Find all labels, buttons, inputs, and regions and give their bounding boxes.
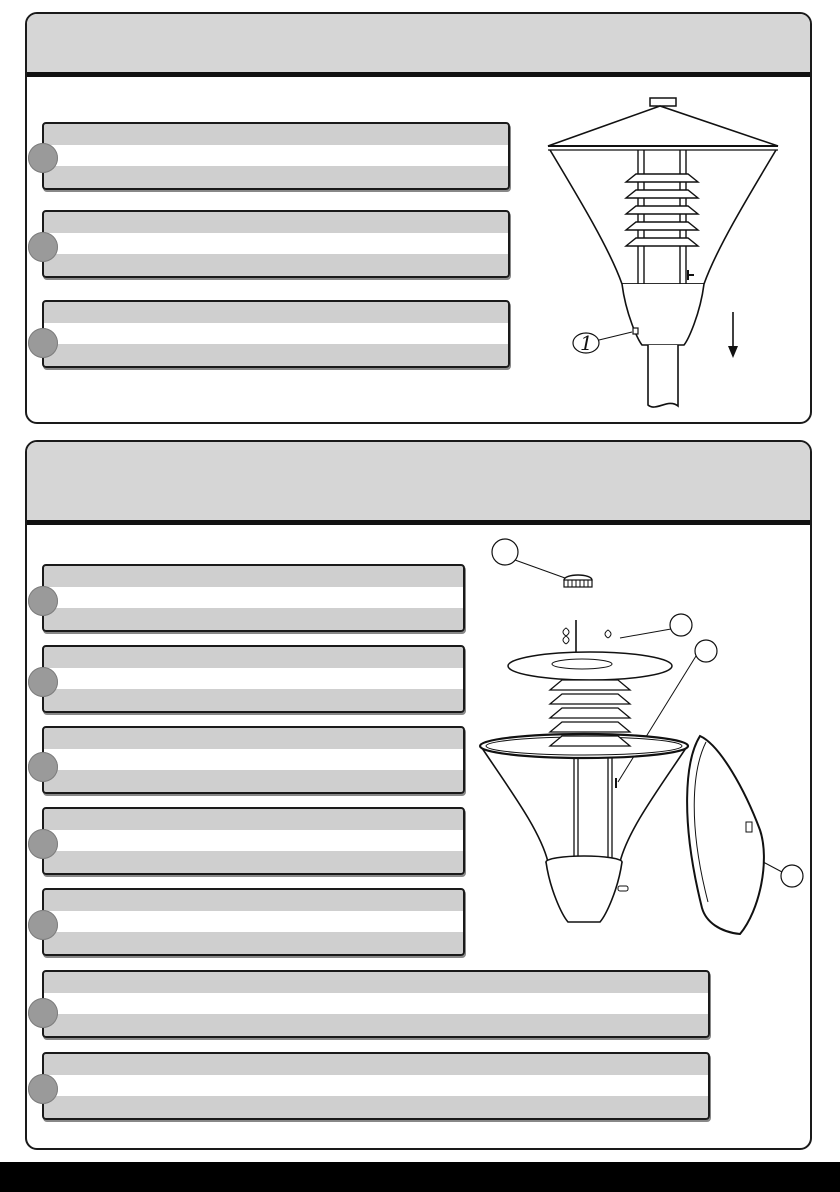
section-2-step-1	[42, 564, 465, 632]
section-2-step-5-marker	[28, 910, 58, 940]
section-2-step-7-marker	[28, 1074, 58, 1104]
lamp-assembled-illustration	[540, 90, 790, 420]
section-2-step-2-marker	[28, 667, 58, 697]
section-1-step-2	[42, 210, 510, 278]
section-2-step-4	[42, 807, 465, 875]
section-2-header	[27, 442, 810, 525]
footer-band	[0, 1162, 840, 1192]
section-2-step-3	[42, 726, 465, 794]
section-2-step-6-marker	[28, 998, 58, 1028]
callout-1-label: 1	[580, 331, 593, 355]
section-2-step-1-marker	[28, 586, 58, 616]
section-2-step-6	[42, 970, 710, 1038]
lamp-exploded-illustration	[470, 530, 820, 950]
section-1-step-2-marker	[28, 232, 58, 262]
section-1-step-3	[42, 300, 510, 368]
section-2-step-5	[42, 888, 465, 956]
section-1-step-1-marker	[28, 143, 58, 173]
section-2-step-4-marker	[28, 829, 58, 859]
section-2-step-7	[42, 1052, 710, 1120]
section-1-header	[27, 14, 810, 77]
section-1-step-1	[42, 122, 510, 190]
section-2-step-2	[42, 645, 465, 713]
section-1-step-3-marker	[28, 328, 58, 358]
section-2-step-3-marker	[28, 752, 58, 782]
